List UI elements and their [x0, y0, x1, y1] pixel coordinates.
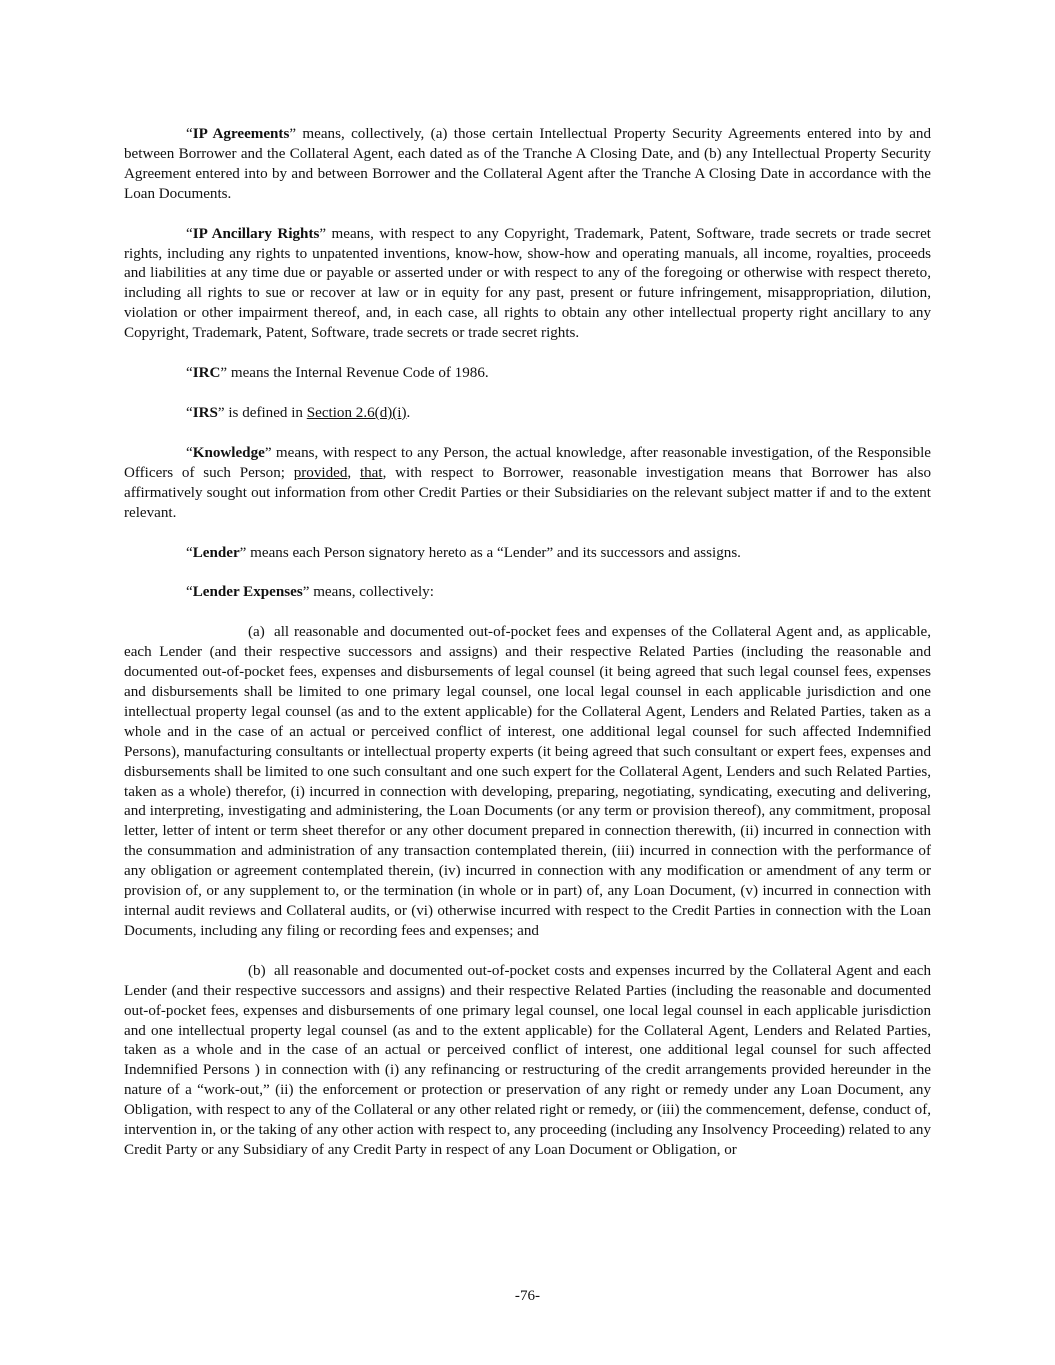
underlined-that: that: [359, 464, 383, 481]
close-quote: ”: [289, 126, 297, 142]
definition-knowledge: [124, 444, 931, 524]
close-quote: ”: [264, 444, 272, 461]
open-quote: “: [186, 544, 193, 561]
underlined-provided: provided: [293, 464, 348, 481]
definition-text: means, collectively, (a) those certain Intellectual Property Security Agreements entered into by and between Borrower and the Collateral Agent, each dated as of the Tranche A Closing Date, and (b) any Intellectual Property Security Agreement entered into by and between Borrower and the Collateral Agent after the Tranche A Closing Date in accordance with the Loan Documents.: [124, 126, 932, 202]
definition-text: means, with respect to any Copyright, Trademark, Patent, Software, trade secrets or trade secret rights, including any rights to unpatented inventions, know-how, show-how and operating manuals, all income, royalties, proceeds and liabilities at any time due or payable or asserted under or with respect to any of the foregoing or otherwise with respect thereto, including all rights to sue or recover at law or in equity for any past, present or future infringement, misappropriation, dilution, violation or other impairment thereof, and, in each case, all rights to obtain any other intellectual property right ancillary to any Copyright, Trademark, Patent, Software, trade secrets or trade secret rights.: [124, 225, 931, 342]
open-quote: “: [186, 584, 193, 601]
lender-expenses-clause-b: [124, 962, 931, 1161]
definition-text-end: .: [406, 404, 411, 421]
clause-label: (b): [248, 962, 266, 979]
open-quote: “: [186, 126, 193, 142]
page-number: -76-: [514, 1288, 541, 1304]
close-quote: ”: [217, 404, 225, 421]
defined-term: Lender: [192, 544, 240, 561]
section-reference: Section 2.6(d)(i): [306, 404, 407, 421]
defined-term: IRS: [192, 404, 218, 421]
definition-irs: [124, 404, 931, 424]
open-quote: “: [186, 365, 193, 382]
clause-label: (a): [248, 624, 265, 641]
lender-expenses-clause-a: [124, 623, 931, 942]
close-quote: ”: [239, 544, 247, 561]
clause-text: all reasonable and documented out-of-pocket costs and expenses incurred by the Collateral Agent and each Lender (and their respective successors and assigns) and their respective Related Parties (including the reasonable and documented out-of-pocket fees, expenses and disbursements of one primary legal counsel, one local legal counsel in each applicable jurisdiction and one intellectual property legal counsel (as and to the extent applicable) for the Collateral Agent, Lenders and Related Parties, taken as a whole and in the case of an actual or perceived conflict of interest, one additional legal counsel for such affected Indemnified Persons ) in connection with (i) any refinancing or restructuring of the credit arrangements provided hereunder in the nature of a “work-out,” (ii) the enforcement or protection or preservation of any right or remedy under any Loan Document, any Obligation, with respect to any of the Collateral or any other related right or remedy, or (iii) the commencement, defense, conduct of, intervention in, or the taking of any other action with respect to, any proceeding (including any Insolvency Proceeding) related to any Credit Party or any Subsidiary of any Credit Party in respect of any Loan Document or Obligation, or: [124, 962, 931, 1158]
definition-irc: [124, 364, 931, 384]
definition-lender-expenses: [124, 583, 931, 603]
page-body: [124, 125, 931, 1161]
definition-text: is defined in: [224, 404, 307, 421]
definition-ip-ancillary-rights: [124, 225, 931, 344]
definition-ip-agreements: [124, 125, 931, 205]
close-quote: ”: [220, 365, 228, 382]
definition-text: means each Person signatory hereto as a “Lender” and its successors and assigns.: [246, 544, 741, 561]
defined-term: IP Ancillary Rights: [192, 225, 320, 242]
defined-term: IP Agreements: [192, 126, 290, 142]
defined-term: Lender Expenses: [192, 584, 303, 601]
open-quote: “: [186, 444, 193, 461]
definition-lender: [124, 544, 931, 564]
clause-text: all reasonable and documented out-of-pocket fees and expenses of the Collateral Agent and, as applicable, each Lender (and their respective successors and assigns) and their respective Related Parties (including the reasonable and documented out-of-pocket fees, expenses and disbursements of legal counsel (it being agreed that such legal counsel fees, expenses and disbursements shall be limited to one primary legal counsel, one local legal counsel in each applicable jurisdiction and one intellectual property legal counsel (as and to the extent applicable) for the Collateral Agent, Lenders and Related Parties, taken as a whole and in the case of an actual or perceived conflict of interest, one additional legal counsel for such affected Indemnified Persons), manufacturing consultants or intellectual property experts (it being agreed that such consultant or expert fees, expenses and disbursements shall be limited to one such consultant and one such expert for the Collateral Agent, Lenders and such Related Parties, taken as a whole) therefor, (i) incurred in connection with developing, preparing, negotiating, syndicating, executing and delivering, and interpreting, investigating and administering, the Loan Documents (or any term or provision thereof), any commitment, proposal letter, letter of intent or term sheet therefor or any other document prepared in connection therewith, (ii) incurred in connection with the consummation and administration of any transaction contemplated therein, (iii) incurred in connection with the performance of any obligation or agreement contemplated therein, (iv) incurred in connection with any modification or amendment of any term or provision of, or any supplement to, or the termination (in whole or in part) of, any Loan Document, (v) incurred in connection with internal audit reviews and Collateral audits, or (vi) otherwise incurred with respect to the Credit Parties in connection with the Loan Documents, including any filing or recording fees and expenses; and: [124, 624, 931, 939]
close-quote: ”: [319, 225, 327, 242]
close-quote: ”: [302, 584, 310, 601]
definition-text: means the Internal Revenue Code of 1986.: [227, 365, 489, 382]
open-quote: “: [186, 225, 193, 242]
definition-text: means, with respect to any Person, the actual knowledge, after reasonable investigation, of the Responsible Officers of such Person;: [124, 444, 931, 481]
defined-term: Knowledge: [192, 444, 265, 461]
definition-text: means, collectively:: [309, 584, 434, 601]
open-quote: “: [186, 404, 193, 421]
definition-text-end: , with respect to Borrower, reasonable investigation means that Borrower has also affirmatively sought out information from other Credit Parties or their Subsidiaries on the relevant subject matter if and to the extent relevant.: [124, 464, 932, 521]
separator: ,: [347, 464, 360, 481]
defined-term: IRC: [192, 365, 221, 382]
